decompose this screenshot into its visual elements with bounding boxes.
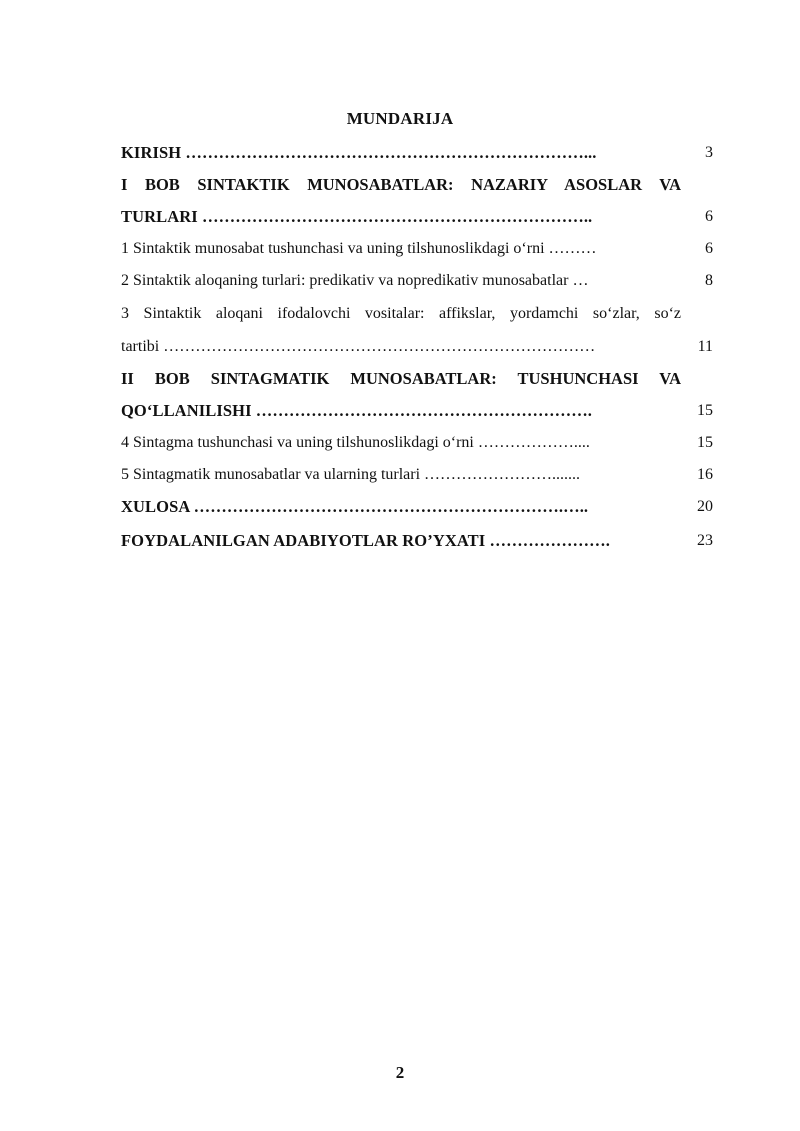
toc-entry-page: 23 [697,532,713,549]
toc-entry-text: XULOSA ………………………………………………………….….. [121,497,589,516]
toc-entry-page: 20 [697,498,713,515]
toc-entry-text: tartibi ……………………………………………………………………… [121,338,596,355]
toc-entry-text: 2 Sintaktik aloqaning turlari: predikativ va nopredikativ munosabatlar … [121,272,589,289]
toc-entry-text: QO‘LLANILISHI ……………………………………………………. [121,401,593,420]
toc-entry-page: 15 [697,434,713,451]
toc-chapter-1-title: I BOB SINTAKTIK MUNOSABATLAR: NAZARIY ASOSLAR VA [121,175,681,194]
toc-entry-page: 8 [705,272,713,289]
toc-entry-page: 6 [705,240,713,257]
toc-chapter-2-title: II BOB SINTAGMATIK MUNOSABATLAR: TUSHUNCHASI VA [121,369,681,388]
toc-entry-section-4 [121,431,716,457]
toc-entry-references [121,529,716,555]
toc-entry-text: 4 Sintagma tushunchasi va uning tilshunoslikdagi o‘rni ……………….... [121,434,590,451]
toc-entry-kirish [121,141,716,167]
toc-entry-text: 1 Sintaktik munosabat tushunchasi va uning tilshunoslikdagi o‘rni ……… [121,240,597,257]
toc-entry-xulosa [121,495,716,521]
toc-entry-page: 16 [697,466,713,483]
toc-entry-section-5 [121,463,716,489]
toc-entry-text: 5 Sintagmatik munosabatlar va ularning turlari ……………………....... [121,466,581,483]
toc-entry-text: FOYDALANILGAN ADABIYOTLAR RO’YXATI …………………. [121,531,610,550]
toc-entry-text: KIRISH ………………………………………………………………... [121,143,597,162]
page-title: MUNDARIJA [346,109,454,128]
toc-section-3-title: 3 Sintaktik aloqani ifodalovchi vositalar: affikslar, yordamchi so‘zlar, so‘z [121,305,681,322]
toc-entry-section-3 [121,335,716,361]
toc-entry-chapter-1 [121,205,716,231]
page-number: 2 [395,1063,405,1082]
toc-entry-page: 6 [705,208,713,225]
toc-entry-page: 3 [705,144,713,161]
toc-entry-page: 11 [697,338,713,355]
toc-entry-page: 15 [697,402,713,419]
toc-entry-section-1 [121,237,716,263]
toc-entry-section-2 [121,269,716,295]
toc-entry-chapter-2 [121,399,716,425]
toc-entry-text: TURLARI …………………………………………………………….. [121,207,593,226]
